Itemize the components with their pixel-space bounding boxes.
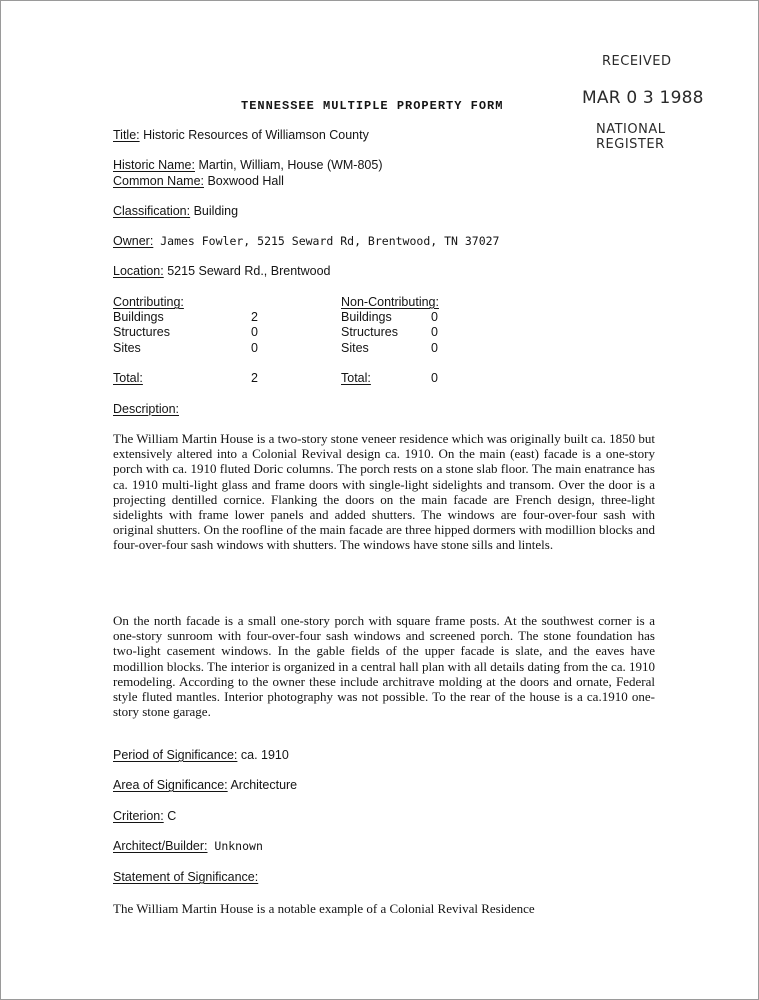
non-contributing-structures-label: Structures [341, 325, 398, 339]
contributing-sites-label: Sites [113, 341, 141, 355]
area-value: Architecture [227, 778, 298, 792]
received-date-stamp: MAR 0 3 1988 [582, 88, 704, 108]
contributing-buildings-count: 2 [251, 310, 258, 324]
owner-field [113, 234, 499, 248]
form-title: TENNESSEE MULTIPLE PROPERTY FORM [241, 99, 504, 113]
contributing-buildings-label: Buildings [113, 310, 164, 324]
criterion-field [113, 809, 176, 823]
architect-field [113, 839, 263, 853]
received-stamp: RECEIVED [602, 54, 672, 69]
register-stamp-line2: REGISTER [596, 137, 665, 152]
classification-value: Building [190, 204, 239, 218]
contributing-total-count: 2 [251, 371, 258, 385]
historic-name-value: Martin, William, House (WM-805) [194, 158, 383, 172]
location-field [113, 264, 331, 278]
historic-name-field [113, 158, 383, 172]
contributing-structures-count: 0 [251, 325, 258, 339]
non-contributing-buildings-label: Buildings [341, 310, 392, 324]
non-contributing-header: Non-Contributing: [341, 295, 439, 309]
contributing-structures-label: Structures [113, 325, 170, 339]
common-name-value: Boxwood Hall [204, 174, 284, 188]
period-label: Period of Significance: [113, 748, 238, 762]
classification-label: Classification: [113, 204, 191, 218]
description-label-field [113, 402, 179, 416]
description-paragraph-2: On the north facade is a small one-story porch with square frame posts. At the southwest corner is a one-story sunroom with four-over-four sash windows and screened porch. The stone foundation has two-light casement windows. In the gable fields of the upper facade is slate, and the eaves have modillion blocks. The interior is organized in a central hall plan with all details dating from the ca. 1910 remodeling. According to the owner these include architrave molding at the doors and ornate, Federal style fluted mantles. Interior photography was not possible. To the rear of the house is a ca.1910 one-story stone garage. [113, 613, 655, 720]
owner-value: James Fowler, 5215 Seward Rd, Brentwood, TN 37027 [153, 234, 500, 248]
description-paragraph-1: The William Martin House is a two-story stone veneer residence which was originally built ca. 1850 but extensively altered into a Colonial Revival design ca. 1910. On the main (east) facade is a one-story porch with ca. 1910 fluted Doric columns. The porch rests on a stone slab floor. The main enatrance has ca. 1910 multi-light glass and frame doors with single-light sidelights and transom. Over the door is a projecting dentilled cornice. Flanking the doors on the main facade are French design, three-light sidelights with frame lower panels and added shutters. The windows are four-over-four sash with original shutters. On the roofline of the main facade are three hipped dormers with modillion blocks and four-over-four sash windows with shutters. The windows have stone sills and lintels. [113, 431, 655, 553]
common-name-field [113, 174, 284, 188]
architect-label: Architect/Builder: [113, 839, 208, 853]
area-field [113, 778, 297, 792]
non-contributing-total-label: Total: [341, 371, 371, 385]
classification-field [113, 204, 238, 218]
title-label: Title: [113, 128, 140, 142]
period-field [113, 748, 289, 762]
title-value: Historic Resources of Williamson County [139, 128, 369, 142]
statement-label: Statement of Significance: [113, 870, 259, 884]
criterion-label: Criterion: [113, 809, 164, 823]
location-value: 5215 Seward Rd., Brentwood [163, 264, 331, 278]
contributing-sites-count: 0 [251, 341, 258, 355]
non-contributing-total-count: 0 [431, 371, 438, 385]
owner-label: Owner: [113, 234, 154, 248]
contributing-total-label: Total: [113, 371, 143, 385]
location-label: Location: [113, 264, 164, 278]
register-stamp-line1: NATIONAL [596, 122, 666, 137]
statement-paragraph: The William Martin House is a notable example of a Colonial Revival Residence [113, 901, 535, 916]
description-label: Description: [113, 402, 179, 416]
title-field [113, 128, 369, 142]
area-label: Area of Significance: [113, 778, 228, 792]
non-contributing-sites-label: Sites [341, 341, 369, 355]
statement-field [113, 870, 258, 884]
period-value: ca. 1910 [237, 748, 289, 762]
non-contributing-buildings-count: 0 [431, 310, 438, 324]
architect-value: Unknown [207, 839, 263, 853]
historic-name-label: Historic Name: [113, 158, 195, 172]
common-name-label: Common Name: [113, 174, 204, 188]
contributing-header: Contributing: [113, 295, 184, 309]
non-contributing-sites-count: 0 [431, 341, 438, 355]
non-contributing-structures-count: 0 [431, 325, 438, 339]
criterion-value: C [163, 809, 177, 823]
